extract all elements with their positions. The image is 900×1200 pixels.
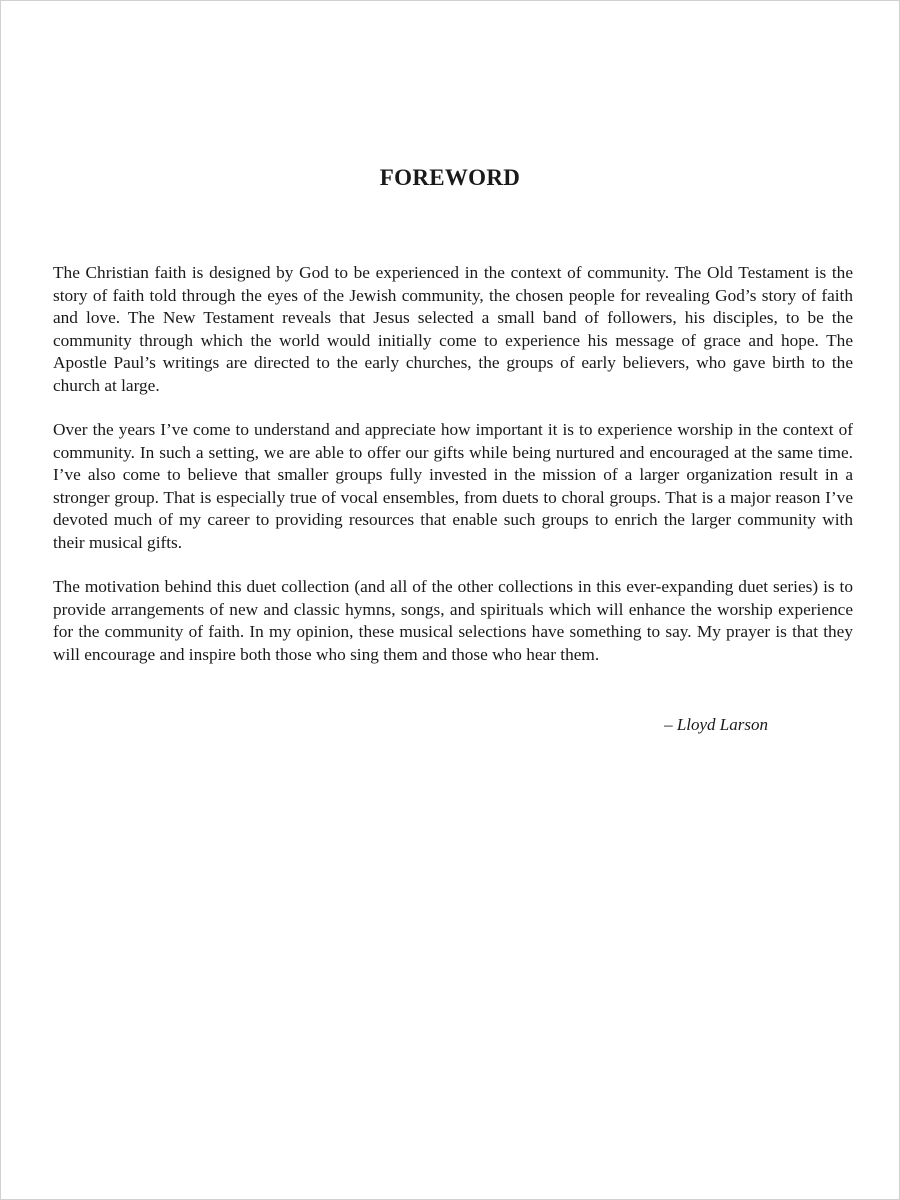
author-signature: – Lloyd Larson — [664, 715, 768, 734]
paragraph-3: The motivation behind this duet collection (and all of the other collections in this ever-expanding duet series) is to provide arrangements of new and classic hymns, songs, and spirituals which will enhance the worship experience for the community of faith. In my opinion, these musical selections have something to say. My prayer is that they will encourage and inspire both those who sing them and those who hear them. — [53, 577, 853, 664]
foreword-body — [53, 262, 853, 688]
paragraph-1: The Christian faith is designed by God to be experienced in the context of community. The Old Testament is the story of faith told through the eyes of the Jewish community, the chosen people for revealing God’s story of faith and love. The New Testament reveals that Jesus selected a small band of followers, his disciples, to be the community through which the world would initially come to experience his message of grace and hope. The Apostle Paul’s writings are directed to the early churches, the groups of early believers, who gave birth to the church at large. — [53, 263, 853, 395]
page-title: FOREWORD — [379, 165, 521, 190]
paragraph-2: Over the years I’ve come to understand and appreciate how important it is to experience worship in the context of community. In such a setting, we are able to offer our gifts while being nurtured and encouraged at the same time. I’ve also come to believe that smaller groups fully invested in the mission of a larger organization result in a stronger group. That is especially true of vocal ensembles, from duets to choral groups. That is a major reason I’ve devoted much of my career to providing resources that enable such groups to enrich the larger community with their musical gifts. — [53, 420, 853, 552]
